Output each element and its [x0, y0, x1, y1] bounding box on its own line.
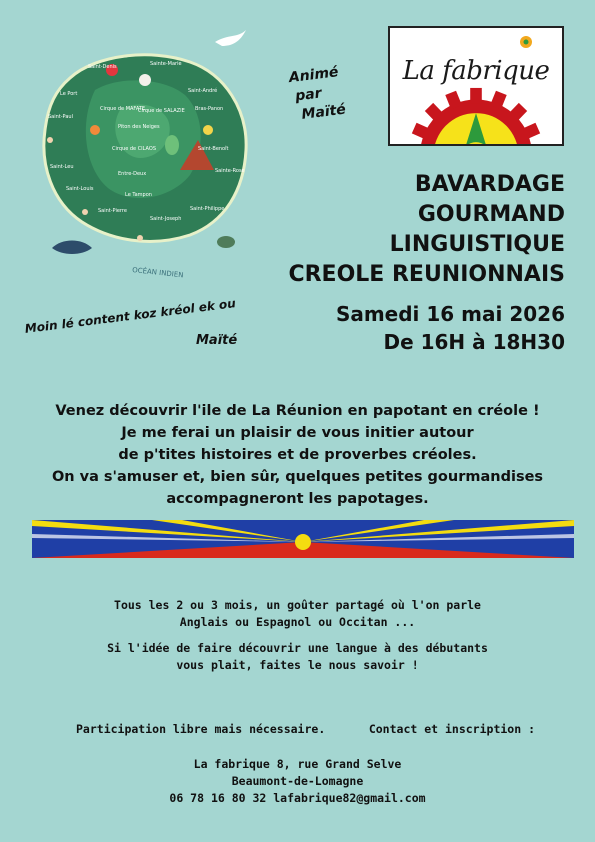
- address-block: [0, 756, 595, 807]
- note-line: vous plait, faites le nous savoir !: [176, 658, 419, 672]
- note-line: Si l'idée de faire découvrir une langue à des débutants: [107, 641, 488, 655]
- intro-line: Je me ferai un plaisir de vous initier autour: [121, 425, 474, 441]
- place-saint-denis: Saint-Denis: [88, 64, 117, 70]
- animated-by: [282, 59, 378, 127]
- note-teach: [0, 640, 595, 674]
- place-le-tampon: Le Tampon: [125, 192, 152, 198]
- animated-by-line1: Animé: [288, 64, 340, 87]
- note-line: Anglais ou Espagnol ou Occitan ...: [179, 615, 416, 629]
- intro-paragraph: [0, 400, 595, 510]
- place-saint-philippe: Saint-Philippe: [190, 206, 225, 212]
- place-sainte-rose: Sainte-Rose: [215, 168, 245, 174]
- intro-line: accompagneront les papotages.: [166, 491, 429, 507]
- event-time: De 16H à 18H30: [383, 330, 565, 354]
- place-bras-panon: Bras-Panon: [195, 106, 224, 112]
- gear-sun-icon: [390, 28, 562, 144]
- ocean-label: OCÉAN INDIEN: [131, 266, 184, 280]
- phone-email[interactable]: 06 78 16 80 32 lafabrique82@gmail.com: [169, 791, 426, 805]
- event-day: Samedi 16 mai 2026: [335, 302, 565, 326]
- intro-line: de p'tites histoires et de proverbes créoles.: [118, 447, 477, 463]
- title-line-1: BAVARDAGE: [414, 172, 565, 197]
- logo-text: La fabrique: [402, 56, 550, 86]
- place-saint-pierre: Saint-Pierre: [98, 208, 127, 214]
- title-line-3: LINGUISTIQUE: [389, 232, 565, 257]
- la-fabrique-logo: [388, 26, 564, 146]
- place-mafate: Cirque de MAFATE: [100, 106, 146, 112]
- place-saint-joseph: Saint-Joseph: [150, 216, 182, 222]
- place-piton-des-neiges: Piton des Neiges: [118, 124, 160, 130]
- place-le-port: Le Port: [60, 91, 78, 97]
- event-title: [288, 170, 565, 290]
- intro-line: Venez découvrir l'ile de La Réunion en papotant en créole !: [55, 403, 540, 419]
- address-city: Beaumont-de-Lomagne: [231, 774, 364, 788]
- participation-text: Participation libre mais nécessaire.: [76, 722, 326, 736]
- place-saint-andre: Saint-André: [188, 88, 218, 94]
- place-entre-deux: Entre-Deux: [118, 171, 147, 177]
- creole-quote: Moin lé content koz kréol ek ou: [24, 296, 237, 336]
- place-cilaos: Cirque de CILAOS: [112, 146, 157, 152]
- place-saint-louis: Saint-Louis: [66, 186, 94, 192]
- reunion-flag-banner: [32, 520, 574, 558]
- flower-icon: [518, 34, 534, 50]
- address-line: La fabrique 8, rue Grand Selve: [193, 757, 402, 771]
- event-date: [336, 300, 565, 356]
- reunion-island-map: [0, 0, 268, 285]
- place-sainte-marie: Sainte-Marie: [150, 61, 182, 67]
- animated-by-line3: Maïté: [300, 101, 347, 123]
- title-line-4: CREOLE REUNIONNAIS: [288, 262, 565, 287]
- place-saint-benoit: Saint-Benoît: [198, 146, 229, 152]
- intro-line: On va s'amuser et, bien sûr, quelques petites gourmandises: [51, 469, 544, 485]
- place-saint-leu: Saint-Leu: [50, 164, 74, 170]
- note-line: Tous les 2 ou 3 mois, un goûter partagé où l'on parle: [114, 598, 481, 612]
- signature: Maïté: [196, 333, 238, 348]
- place-saint-paul: Saint-Paul: [48, 114, 73, 120]
- title-line-2: GOURMAND: [417, 202, 565, 227]
- contact-label: Contact et inscription :: [368, 722, 535, 736]
- note-languages: [0, 597, 595, 631]
- animated-by-line2: par: [294, 85, 323, 105]
- place-salazie: Cirque de SALAZIE: [138, 108, 185, 114]
